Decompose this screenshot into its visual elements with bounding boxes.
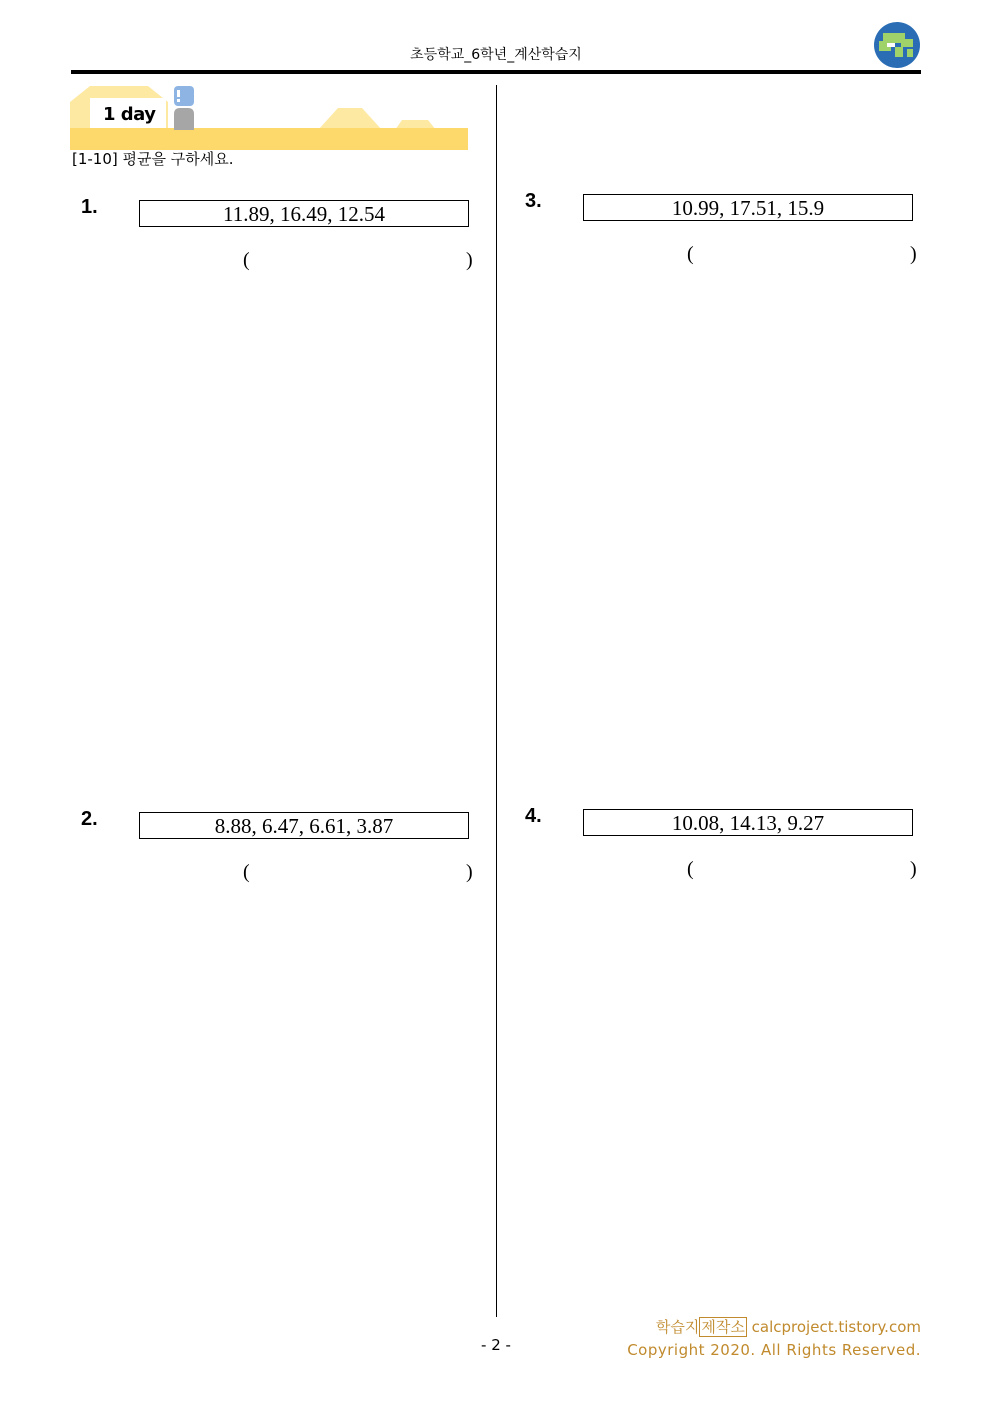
answer-close-paren: ) bbox=[910, 858, 917, 880]
footer-site-link[interactable]: calcproject.tistory.com bbox=[751, 1318, 921, 1336]
question-values-box: 10.08, 14.13, 9.27 bbox=[583, 809, 913, 836]
logo-icon bbox=[873, 21, 921, 69]
answer-open-paren: ( bbox=[243, 861, 250, 883]
question-values-box: 11.89, 16.49, 12.54 bbox=[139, 200, 469, 227]
answer-open-paren: ( bbox=[687, 858, 694, 880]
answer-close-paren: ) bbox=[910, 243, 917, 265]
instruction: [1-10] 평균을 구하세요. bbox=[72, 150, 234, 168]
footer-brand-prefix: 학습지 bbox=[655, 1318, 700, 1336]
answer-open-paren: ( bbox=[243, 249, 250, 271]
answer-open-paren: ( bbox=[687, 243, 694, 265]
worksheet-title: 초등학교_6학년_계산학습지 bbox=[410, 47, 582, 63]
answer-close-paren: ) bbox=[466, 861, 473, 883]
day-label: 1 day bbox=[103, 104, 156, 125]
footer-brand bbox=[656, 1316, 921, 1337]
question-number: 3. bbox=[525, 190, 542, 212]
question-number: 1. bbox=[81, 196, 98, 218]
column-divider bbox=[496, 85, 497, 1317]
question-number: 4. bbox=[525, 805, 542, 827]
page-number: - 2 - bbox=[481, 1336, 511, 1354]
answer-close-paren: ) bbox=[466, 249, 473, 271]
header-rule bbox=[71, 70, 921, 74]
question-values-box: 10.99, 17.51, 15.9 bbox=[583, 194, 913, 221]
question-values-box: 8.88, 6.47, 6.61, 3.87 bbox=[139, 812, 469, 839]
question-number: 2. bbox=[81, 808, 98, 830]
footer-brand-boxed: 제작소 bbox=[701, 1318, 745, 1336]
footer-copyright: Copyright 2020. All Rights Reserved. bbox=[627, 1341, 921, 1359]
